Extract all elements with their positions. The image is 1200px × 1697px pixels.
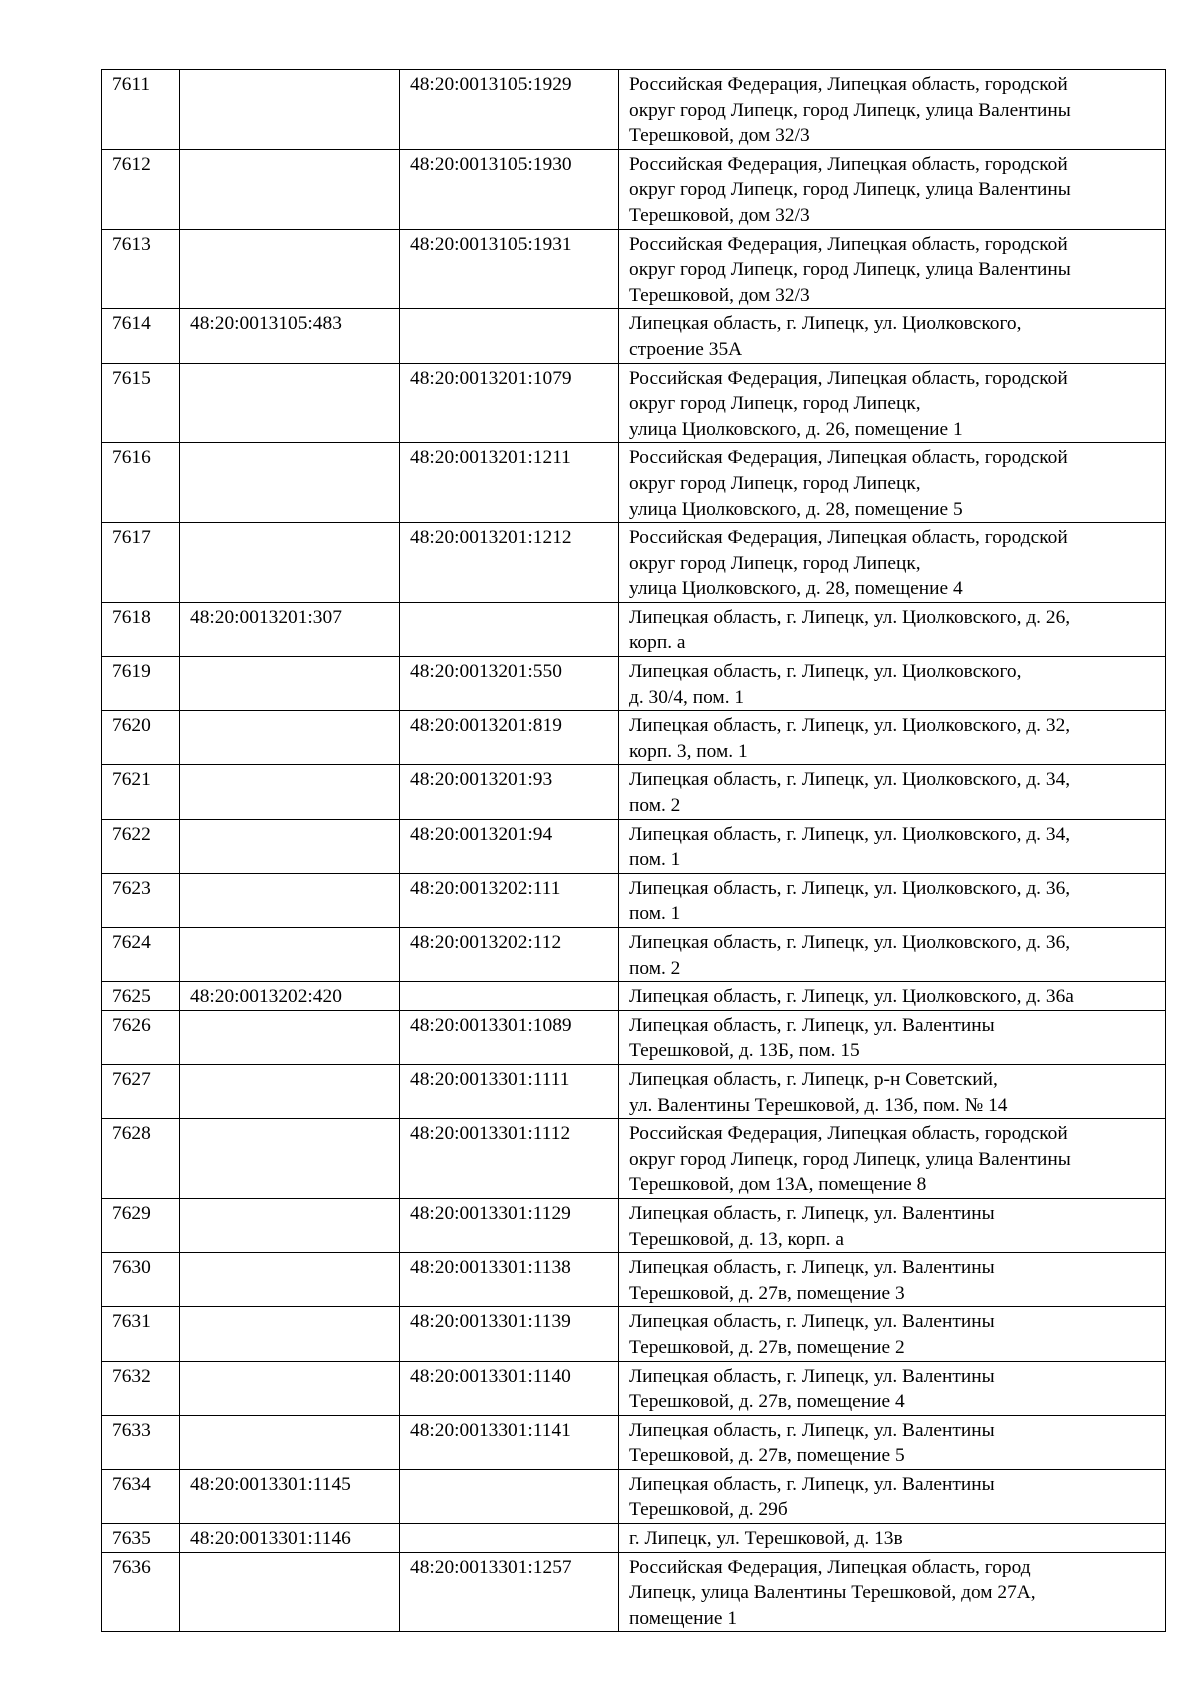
address-line: Липецкая область, г. Липецк, ул. Циолковского, bbox=[629, 313, 1022, 335]
address-line: ул. Валентины Терешковой, д. 13б, пом. № 14 bbox=[629, 1094, 1008, 1116]
address-line: Липецкая область, г. Липецк, ул. Валентины bbox=[629, 1365, 995, 1387]
premises-cadastral-number-cell: 48:20:0013301:1089 bbox=[400, 1010, 619, 1064]
address-cell bbox=[619, 1552, 1166, 1632]
row-number-cell: 7612 bbox=[102, 149, 180, 229]
address-line: округ город Липецк, город Липецк, улица Валентины bbox=[629, 259, 1071, 281]
address-cell bbox=[619, 523, 1166, 603]
address-line: Липецкая область, г. Липецк, ул. Циолковского, д. 34, bbox=[629, 769, 1071, 791]
address-line: г. Липецк, ул. Терешковой, д. 13в bbox=[629, 1528, 903, 1550]
premises-cadastral-number-cell: 48:20:0013202:111 bbox=[400, 873, 619, 927]
address-line: помещение 1 bbox=[629, 1607, 738, 1629]
address-line: Липецкая область, г. Липецк, ул. Циолковского, д. 36, bbox=[629, 877, 1071, 899]
building-cadastral-number-cell bbox=[180, 1415, 400, 1469]
address-line: Липецкая область, г. Липецк, ул. Циолковского, д. 36а bbox=[629, 986, 1074, 1008]
table-row bbox=[102, 1064, 1166, 1118]
address-line: Терешковой, д. 27в, помещение 5 bbox=[629, 1445, 905, 1467]
table-row bbox=[102, 1361, 1166, 1415]
building-cadastral-number-cell bbox=[180, 443, 400, 523]
address-line: округ город Липецк, город Липецк, улица Валентины bbox=[629, 1148, 1071, 1170]
premises-cadastral-number-cell: 48:20:0013201:1079 bbox=[400, 363, 619, 443]
table-row bbox=[102, 602, 1166, 656]
table-row bbox=[102, 873, 1166, 927]
table-row bbox=[102, 657, 1166, 711]
address-cell bbox=[619, 1469, 1166, 1523]
row-number-cell: 7621 bbox=[102, 765, 180, 819]
address-line: Терешковой, дом 32/3 bbox=[629, 204, 810, 226]
building-cadastral-number-cell bbox=[180, 1198, 400, 1252]
address-line: Липецкая область, г. Липецк, ул. Циолковского, д. 34, bbox=[629, 823, 1071, 845]
building-cadastral-number-cell bbox=[180, 928, 400, 982]
address-line: Российская Федерация, Липецкая область, городской bbox=[629, 367, 1068, 389]
building-cadastral-number-cell: 48:20:0013202:420 bbox=[180, 982, 400, 1011]
building-cadastral-number-cell bbox=[180, 1552, 400, 1632]
premises-cadastral-number-cell: 48:20:0013105:1929 bbox=[400, 70, 619, 150]
row-number-cell: 7622 bbox=[102, 819, 180, 873]
premises-cadastral-number-cell bbox=[400, 1524, 619, 1553]
premises-cadastral-number-cell: 48:20:0013301:1111 bbox=[400, 1064, 619, 1118]
address-line: Российская Федерация, Липецкая область, городской bbox=[629, 153, 1068, 175]
address-cell bbox=[619, 229, 1166, 309]
address-line: улица Циолковского, д. 26, помещение 1 bbox=[629, 418, 963, 440]
row-number-cell: 7611 bbox=[102, 70, 180, 150]
address-line: Терешковой, дом 13А, помещение 8 bbox=[629, 1174, 927, 1196]
table-row bbox=[102, 1307, 1166, 1361]
address-line: округ город Липецк, город Липецк, bbox=[629, 552, 921, 574]
row-number-cell: 7635 bbox=[102, 1524, 180, 1553]
address-cell bbox=[619, 711, 1166, 765]
registry-table-body bbox=[102, 70, 1166, 1632]
address-cell bbox=[619, 1524, 1166, 1553]
building-cadastral-number-cell bbox=[180, 873, 400, 927]
address-line: округ город Липецк, город Липецк, улица Валентины bbox=[629, 179, 1071, 201]
premises-cadastral-number-cell: 48:20:0013301:1139 bbox=[400, 1307, 619, 1361]
table-row bbox=[102, 711, 1166, 765]
address-cell bbox=[619, 928, 1166, 982]
premises-cadastral-number-cell bbox=[400, 1469, 619, 1523]
address-line: Липецкая область, г. Липецк, ул. Валентины bbox=[629, 1473, 995, 1495]
building-cadastral-number-cell bbox=[180, 1064, 400, 1118]
table-row bbox=[102, 1253, 1166, 1307]
table-row bbox=[102, 363, 1166, 443]
address-line: округ город Липецк, город Липецк, улица Валентины bbox=[629, 99, 1071, 121]
address-line: Терешковой, дом 32/3 bbox=[629, 125, 810, 147]
building-cadastral-number-cell bbox=[180, 1361, 400, 1415]
address-cell bbox=[619, 309, 1166, 363]
row-number-cell: 7625 bbox=[102, 982, 180, 1011]
table-row bbox=[102, 149, 1166, 229]
table-row bbox=[102, 982, 1166, 1011]
address-cell bbox=[619, 1198, 1166, 1252]
address-line: округ город Липецк, город Липецк, bbox=[629, 472, 921, 494]
address-cell bbox=[619, 1119, 1166, 1199]
address-line: Российская Федерация, Липецкая область, город bbox=[629, 1556, 1031, 1578]
row-number-cell: 7634 bbox=[102, 1469, 180, 1523]
table-row bbox=[102, 1524, 1166, 1553]
row-number-cell: 7614 bbox=[102, 309, 180, 363]
premises-cadastral-number-cell: 48:20:0013201:1211 bbox=[400, 443, 619, 523]
row-number-cell: 7632 bbox=[102, 1361, 180, 1415]
building-cadastral-number-cell bbox=[180, 711, 400, 765]
premises-cadastral-number-cell: 48:20:0013301:1140 bbox=[400, 1361, 619, 1415]
building-cadastral-number-cell: 48:20:0013201:307 bbox=[180, 602, 400, 656]
row-number-cell: 7618 bbox=[102, 602, 180, 656]
address-cell bbox=[619, 765, 1166, 819]
table-row bbox=[102, 523, 1166, 603]
table-row bbox=[102, 1010, 1166, 1064]
row-number-cell: 7626 bbox=[102, 1010, 180, 1064]
row-number-cell: 7620 bbox=[102, 711, 180, 765]
address-line: Терешковой, дом 32/3 bbox=[629, 284, 810, 306]
premises-cadastral-number-cell: 48:20:0013201:94 bbox=[400, 819, 619, 873]
row-number-cell: 7629 bbox=[102, 1198, 180, 1252]
premises-cadastral-number-cell: 48:20:0013301:1112 bbox=[400, 1119, 619, 1199]
address-cell bbox=[619, 1361, 1166, 1415]
address-line: пом. 2 bbox=[629, 795, 681, 817]
building-cadastral-number-cell bbox=[180, 363, 400, 443]
address-line: Липецкая область, г. Липецк, ул. Циолковского, д. 32, bbox=[629, 715, 1071, 737]
row-number-cell: 7624 bbox=[102, 928, 180, 982]
premises-cadastral-number-cell: 48:20:0013201:93 bbox=[400, 765, 619, 819]
address-line: Российская Федерация, Липецкая область, городской bbox=[629, 233, 1068, 255]
table-row bbox=[102, 1469, 1166, 1523]
premises-cadastral-number-cell: 48:20:0013301:1141 bbox=[400, 1415, 619, 1469]
address-cell bbox=[619, 443, 1166, 523]
building-cadastral-number-cell: 48:20:0013301:1146 bbox=[180, 1524, 400, 1553]
building-cadastral-number-cell bbox=[180, 1253, 400, 1307]
building-cadastral-number-cell bbox=[180, 1119, 400, 1199]
address-line: Липецкая область, г. Липецк, ул. Циолковского, д. 26, bbox=[629, 606, 1071, 628]
address-line: улица Циолковского, д. 28, помещение 5 bbox=[629, 498, 963, 520]
row-number-cell: 7636 bbox=[102, 1552, 180, 1632]
address-line: улица Циолковского, д. 28, помещение 4 bbox=[629, 578, 963, 600]
address-cell bbox=[619, 873, 1166, 927]
row-number-cell: 7628 bbox=[102, 1119, 180, 1199]
address-line: Терешковой, д. 13, корп. а bbox=[629, 1228, 845, 1250]
address-cell bbox=[619, 1253, 1166, 1307]
building-cadastral-number-cell: 48:20:0013301:1145 bbox=[180, 1469, 400, 1523]
building-cadastral-number-cell bbox=[180, 70, 400, 150]
building-cadastral-number-cell bbox=[180, 1010, 400, 1064]
premises-cadastral-number-cell: 48:20:0013301:1129 bbox=[400, 1198, 619, 1252]
address-line: пом. 2 bbox=[629, 957, 681, 979]
building-cadastral-number-cell: 48:20:0013105:483 bbox=[180, 309, 400, 363]
address-line: Липецкая область, г. Липецк, ул. Валентины bbox=[629, 1419, 995, 1441]
row-number-cell: 7627 bbox=[102, 1064, 180, 1118]
row-number-cell: 7633 bbox=[102, 1415, 180, 1469]
building-cadastral-number-cell bbox=[180, 657, 400, 711]
table-row bbox=[102, 70, 1166, 150]
row-number-cell: 7617 bbox=[102, 523, 180, 603]
premises-cadastral-number-cell: 48:20:0013202:112 bbox=[400, 928, 619, 982]
address-line: Российская Федерация, Липецкая область, городской bbox=[629, 1123, 1068, 1145]
address-line: Липецкая область, г. Липецк, ул. Циолковского, д. 36, bbox=[629, 932, 1071, 953]
address-cell bbox=[619, 70, 1166, 150]
address-line: Липецкая область, г. Липецк, ул. Циолковского, bbox=[629, 661, 1022, 683]
address-line: Российская Федерация, Липецкая область, городской bbox=[629, 447, 1068, 469]
address-cell bbox=[619, 982, 1166, 1011]
address-line: Липецк, улица Валентины Терешковой, дом 27А, bbox=[629, 1582, 1036, 1604]
building-cadastral-number-cell bbox=[180, 1307, 400, 1361]
row-number-cell: 7623 bbox=[102, 873, 180, 927]
premises-cadastral-number-cell: 48:20:0013201:1212 bbox=[400, 523, 619, 603]
address-line: Липецкая область, г. Липецк, ул. Валентины bbox=[629, 1202, 995, 1224]
table-row bbox=[102, 765, 1166, 819]
premises-cadastral-number-cell: 48:20:0013301:1138 bbox=[400, 1253, 619, 1307]
row-number-cell: 7613 bbox=[102, 229, 180, 309]
table-row bbox=[102, 1119, 1166, 1199]
address-line: Терешковой, д. 13Б, пом. 15 bbox=[629, 1040, 860, 1062]
address-cell bbox=[619, 1415, 1166, 1469]
premises-cadastral-number-cell: 48:20:0013105:1931 bbox=[400, 229, 619, 309]
address-cell bbox=[619, 657, 1166, 711]
table-row bbox=[102, 1415, 1166, 1469]
premises-cadastral-number-cell: 48:20:0013201:819 bbox=[400, 711, 619, 765]
address-line: Липецкая область, г. Липецк, ул. Валентины bbox=[629, 1311, 995, 1333]
address-line: Липецкая область, г. Липецк, ул. Валентины bbox=[629, 1257, 995, 1279]
address-line: Терешковой, д. 29б bbox=[629, 1499, 788, 1521]
address-cell bbox=[619, 1010, 1166, 1064]
row-number-cell: 7631 bbox=[102, 1307, 180, 1361]
table-row bbox=[102, 1552, 1166, 1632]
address-cell bbox=[619, 363, 1166, 443]
row-number-cell: 7616 bbox=[102, 443, 180, 523]
address-cell bbox=[619, 149, 1166, 229]
address-line: Российская Федерация, Липецкая область, городской bbox=[629, 527, 1068, 549]
table-row bbox=[102, 309, 1166, 363]
building-cadastral-number-cell bbox=[180, 523, 400, 603]
address-line: Терешковой, д. 27в, помещение 3 bbox=[629, 1282, 905, 1304]
address-cell bbox=[619, 1064, 1166, 1118]
address-line: пом. 1 bbox=[629, 903, 681, 925]
address-line: Российская Федерация, Липецкая область, городской bbox=[629, 74, 1068, 95]
address-line: корп. а bbox=[629, 632, 686, 654]
premises-cadastral-number-cell: 48:20:0013201:550 bbox=[400, 657, 619, 711]
table-row bbox=[102, 229, 1166, 309]
table-row bbox=[102, 819, 1166, 873]
address-line: округ город Липецк, город Липецк, bbox=[629, 393, 921, 415]
premises-cadastral-number-cell bbox=[400, 982, 619, 1011]
table-row bbox=[102, 443, 1166, 523]
building-cadastral-number-cell bbox=[180, 819, 400, 873]
table-row bbox=[102, 928, 1166, 982]
premises-cadastral-number-cell: 48:20:0013105:1930 bbox=[400, 149, 619, 229]
address-line: корп. 3, пом. 1 bbox=[629, 740, 748, 762]
building-cadastral-number-cell bbox=[180, 229, 400, 309]
premises-cadastral-number-cell: 48:20:0013301:1257 bbox=[400, 1552, 619, 1632]
address-line: Терешковой, д. 27в, помещение 4 bbox=[629, 1391, 905, 1413]
address-cell bbox=[619, 602, 1166, 656]
address-line: Липецкая область, г. Липецк, р-н Советский, bbox=[629, 1068, 998, 1090]
registry-table bbox=[101, 69, 1166, 1632]
premises-cadastral-number-cell bbox=[400, 309, 619, 363]
row-number-cell: 7615 bbox=[102, 363, 180, 443]
table-row bbox=[102, 1198, 1166, 1252]
building-cadastral-number-cell bbox=[180, 149, 400, 229]
premises-cadastral-number-cell bbox=[400, 602, 619, 656]
row-number-cell: 7619 bbox=[102, 657, 180, 711]
address-line: Липецкая область, г. Липецк, ул. Валентины bbox=[629, 1014, 995, 1036]
address-cell bbox=[619, 819, 1166, 873]
address-line: пом. 1 bbox=[629, 849, 681, 871]
address-line: строение 35А bbox=[629, 338, 743, 360]
row-number-cell: 7630 bbox=[102, 1253, 180, 1307]
address-line: д. 30/4, пом. 1 bbox=[629, 686, 745, 708]
address-cell bbox=[619, 1307, 1166, 1361]
address-line: Терешковой, д. 27в, помещение 2 bbox=[629, 1336, 905, 1358]
building-cadastral-number-cell bbox=[180, 765, 400, 819]
